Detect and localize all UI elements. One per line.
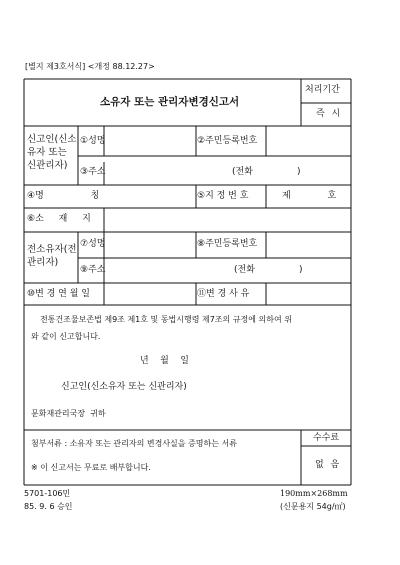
footer-approval: 85. 9. 6 승인	[24, 502, 73, 511]
form-header-note: [별지 제3호서식] <개정 88.12.27>	[25, 62, 155, 71]
property-name-text: ④명 칭	[27, 191, 100, 201]
footer-form-number: 5701-106민	[24, 489, 71, 498]
declaration-date-field[interactable]	[130, 354, 250, 368]
change-reason-label: ⑪변 경 사 유	[197, 289, 250, 299]
fee-value: 없 음	[315, 460, 342, 470]
previous-owner-phone-label: (전화	[234, 265, 255, 275]
reporter-address-field[interactable]	[105, 163, 349, 183]
change-date-label: ⑩변 경 연 월 일	[27, 289, 90, 299]
signature-field[interactable]	[215, 380, 335, 394]
declaration-text-line1: 전통건조물보존법 제9조 제1호 및 동법시행령 제7조의 규정에 의하여 위	[40, 315, 292, 324]
location-label: ⑥소 재 지	[27, 214, 91, 224]
declaration-date-line: 년 월 일	[140, 356, 189, 366]
reporter-id-field[interactable]	[267, 128, 349, 154]
reporter-address-label: ③주소	[80, 167, 106, 177]
location-field[interactable]	[105, 210, 349, 230]
previous-owner-address-label: ⑨주소	[80, 265, 106, 275]
designation-number-value: 제 호	[282, 191, 337, 201]
declaration-signer: 신고인(신소유자 또는 신관리자)	[61, 382, 187, 392]
reporter-name-field[interactable]	[105, 128, 194, 154]
previous-owner-address-field[interactable]	[105, 260, 349, 281]
previous-owner-section-label: 전소유자(전관리자)	[27, 244, 77, 268]
change-reason-field[interactable]	[267, 285, 349, 303]
form-title: 소유자 또는 관리자변경신고서	[100, 96, 240, 108]
reporter-phone-close: )	[297, 167, 301, 177]
reporter-id-label: ②주민등록번호	[197, 136, 258, 146]
previous-owner-name-field[interactable]	[105, 234, 194, 256]
change-date-field[interactable]	[105, 285, 194, 303]
attachments-label: 첨부서류 : 소유자 또는 관리자의 변경사실을 증명하는 서류	[31, 439, 237, 448]
previous-owner-id-label: ⑧주민등록번호	[197, 239, 258, 249]
property-name-field[interactable]	[105, 187, 194, 206]
previous-owner-phone-close: )	[299, 265, 303, 275]
declaration-text-line2: 와 같이 신고합니다.	[31, 332, 101, 341]
reporter-name-label: ①성명	[80, 136, 106, 146]
previous-owner-name-label: ⑦성명	[80, 239, 106, 249]
previous-owner-id-field[interactable]	[267, 234, 349, 256]
reporter-section-label: 신고인(신소유자 또는 신관리자)	[27, 134, 77, 171]
reporter-phone-label: (전화	[232, 167, 253, 177]
footer-size: 190mm×268mm	[280, 489, 348, 498]
property-name-label	[27, 192, 99, 201]
footer-paper: (신문용지 54g/㎡)	[280, 502, 346, 511]
processing-period-value: 즉 시	[316, 109, 343, 119]
processing-period-label: 처리기간	[305, 85, 340, 95]
declaration-recipient: 문화재관리국장 귀하	[31, 409, 106, 418]
free-distribution-note: ※ 이 신고서는 무료로 배부합니다.	[31, 463, 151, 472]
designation-number-label: ⑤지 정 번 호	[197, 191, 249, 201]
fee-label: 수수료	[313, 433, 340, 443]
